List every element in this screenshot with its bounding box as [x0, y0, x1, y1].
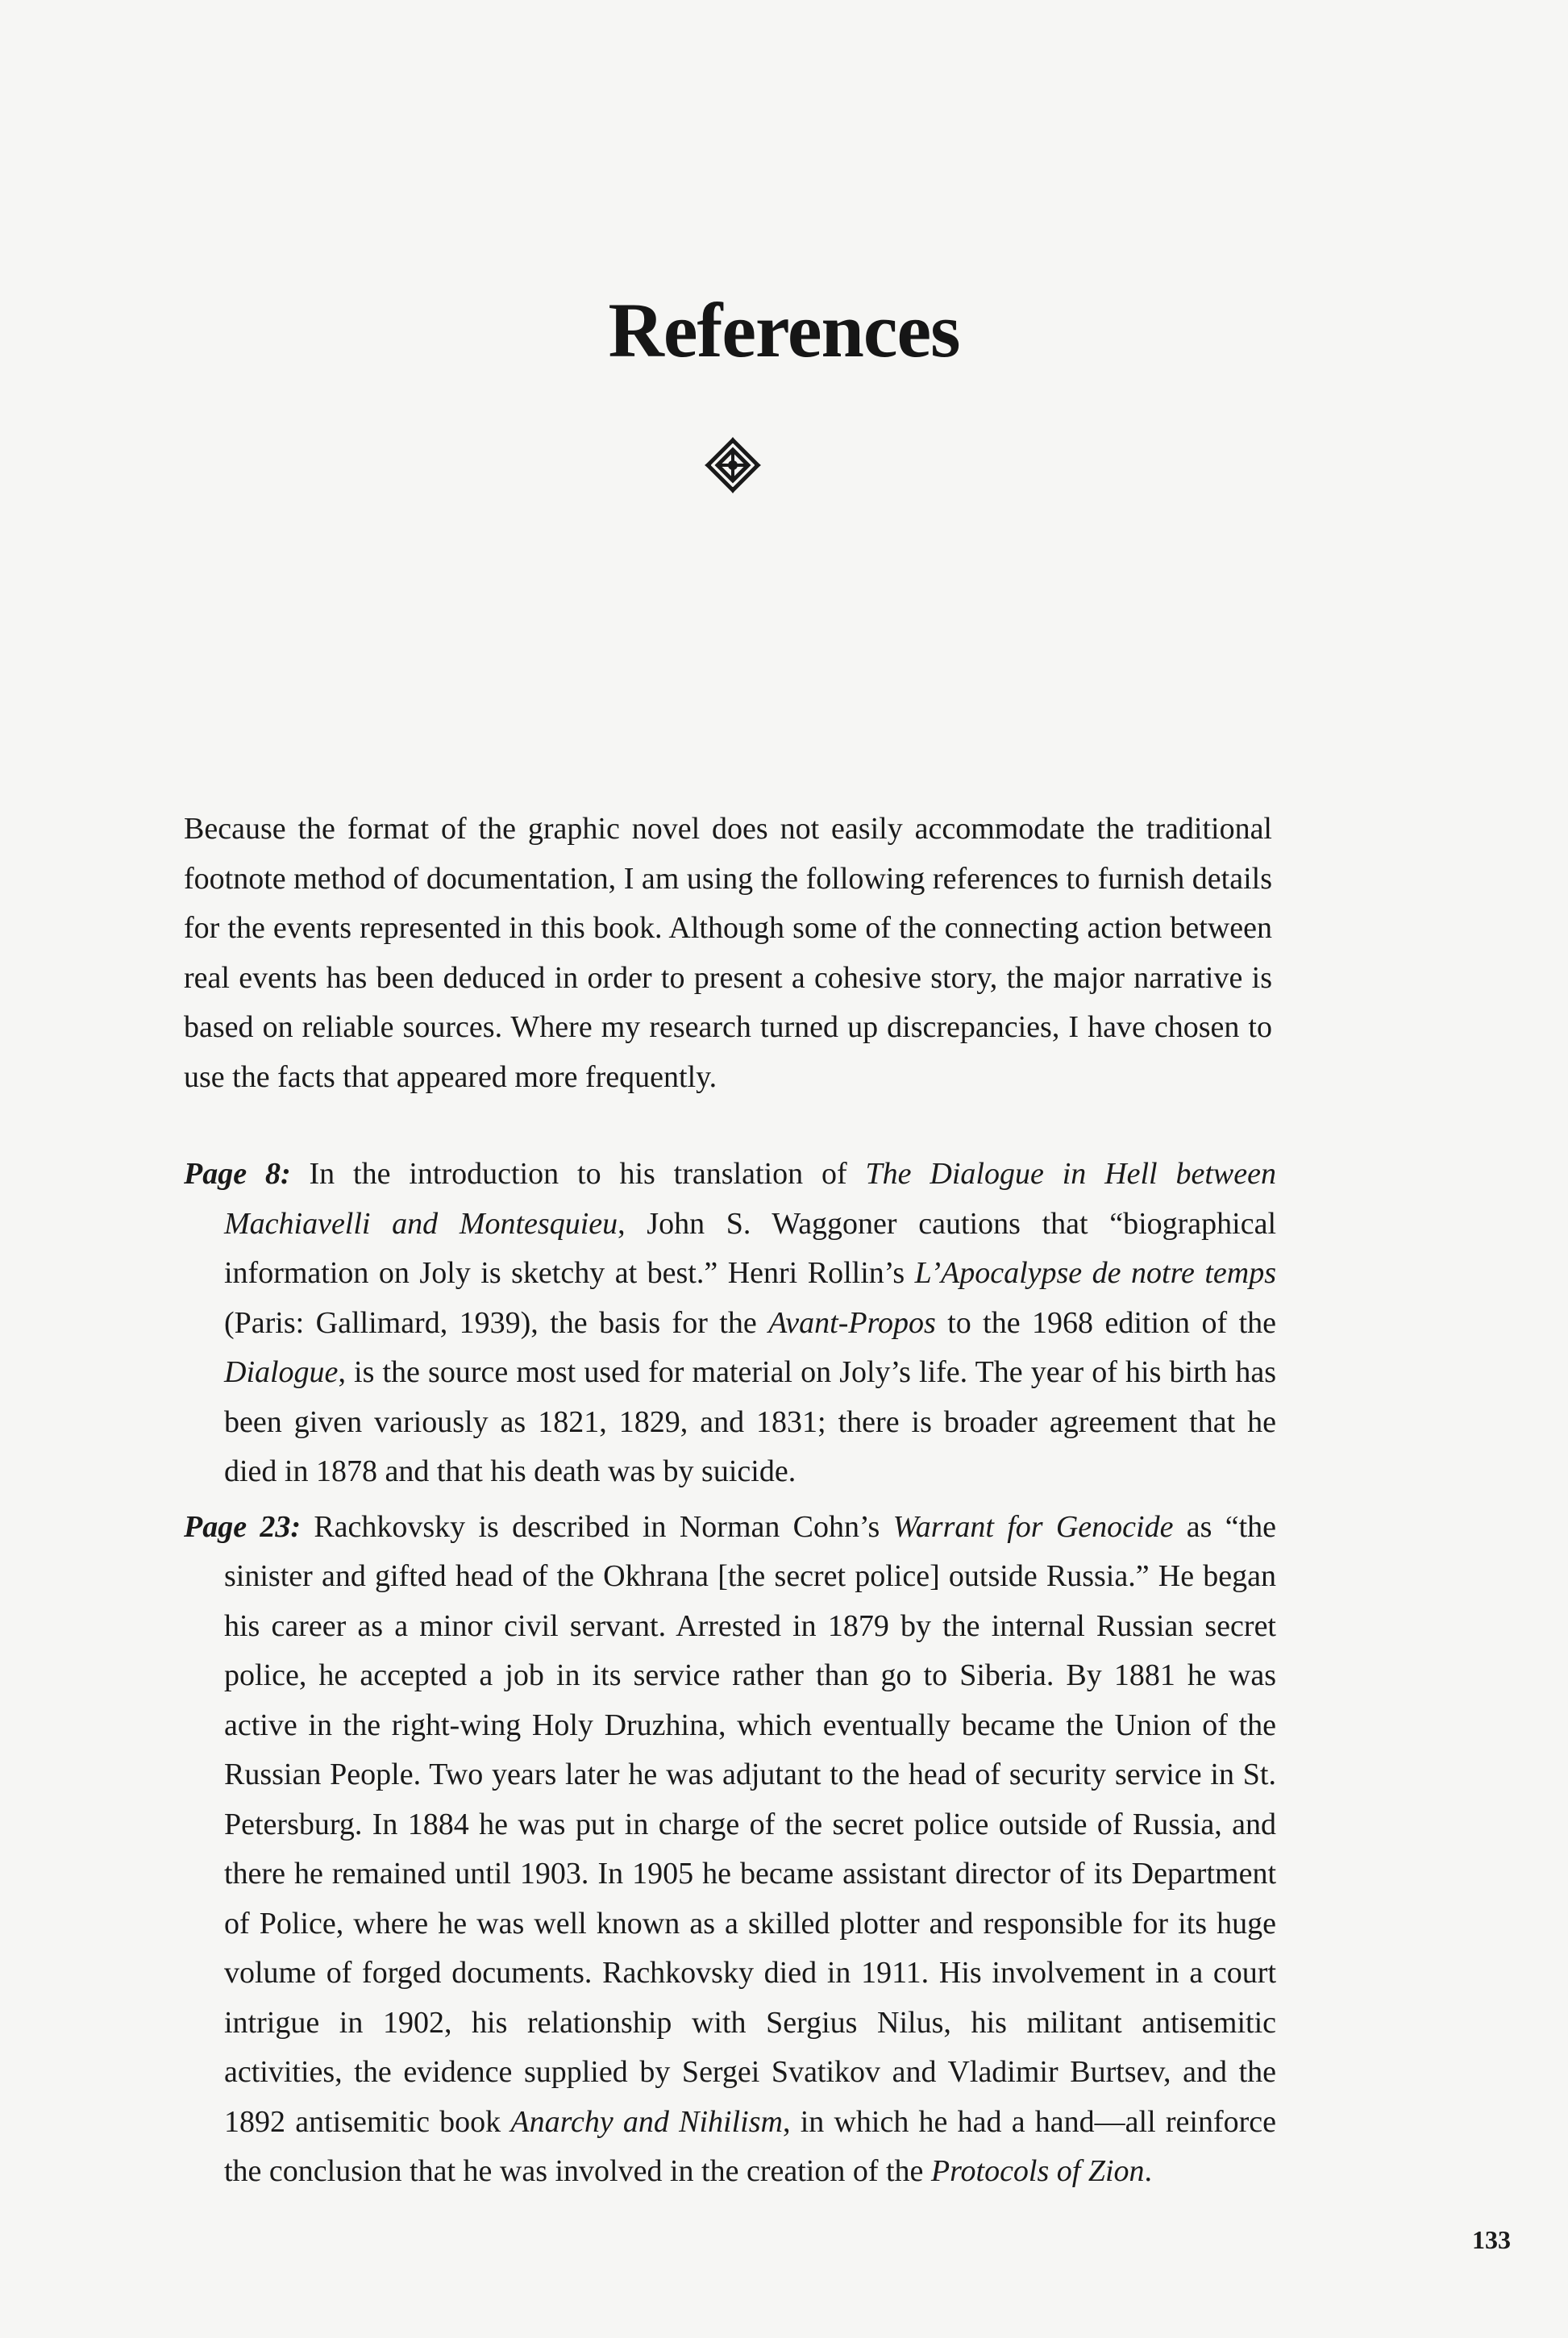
page-number: 133 — [1472, 2225, 1511, 2254]
intro-paragraph: Because the format of the graphic novel does not easily accommodate the traditional footnote method of documentation, I am using the following references to furnish details for the events represented in this book. Although some of the connecting action between real events has been deduced in order to present a cohesive story, the major narrative is based on reliable sources. Where my research turned up discrepancies, I have chosen to use the facts that appeared more frequently. — [184, 812, 1272, 1094]
reference-entry: Page 8: In the introduction to his translation of The Dialogue in Hell between Machiavelli and Montesquieu, John S. Waggoner cautions that “biographical information on Joly is sketchy at best.” Henri Rollin’s L’Apocalypse de notre temps (Paris: Gallimard, 1939), the basis for the Avant-Propos to the 1968 edition of the Dialogue, is the source most used for material on Joly’s life. The year of his birth has been given variously as 1821, 1829, and 1831; there is broader agreement that he died in 1878 and that his death was by suicide. — [184, 1157, 1277, 1488]
reference-list — [184, 1150, 1276, 2203]
diamond-cross-ornament-icon — [703, 435, 763, 495]
reference-label: Page 8: — [184, 1157, 291, 1191]
reference-label: Page 23: — [184, 1509, 302, 1544]
reference-entry: Page 23: Rachkovsky is described in Norman Cohn’s Warrant for Genocide as “the sinister and gifted head of the Okhrana [the secret police] outside Russia.” He began his career as a minor civil servant. Arrested in 1879 by the internal Russian secret police, he accepted a job in its service rather than go to Siberia. By 1881 he was active in the right-wing Holy Druzhina, which eventually became the Union of the Russian People. Two years later he was adjutant to the head of security service in St. Petersburg. In 1884 he was put in charge of the secret police outside of Russia, and there he remained until 1903. In 1905 he became assistant director of its Department of Police, where he was well known as a skilled plotter and responsible for its huge volume of forged documents. Rachkovsky died in 1911. His involvement in a court intrigue in 1902, his relationship with Sergius Nilus, his militant antisemitic activities, the evidence supplied by Sergei Svatikov and Vladimir Burtsev, and the 1892 antisemitic book Anarchy and Nihilism, in which he had a hand—all reinforce the conclusion that he was involved in the creation of the Protocols of Zion. — [184, 1509, 1276, 2188]
page-title: References — [608, 287, 960, 373]
